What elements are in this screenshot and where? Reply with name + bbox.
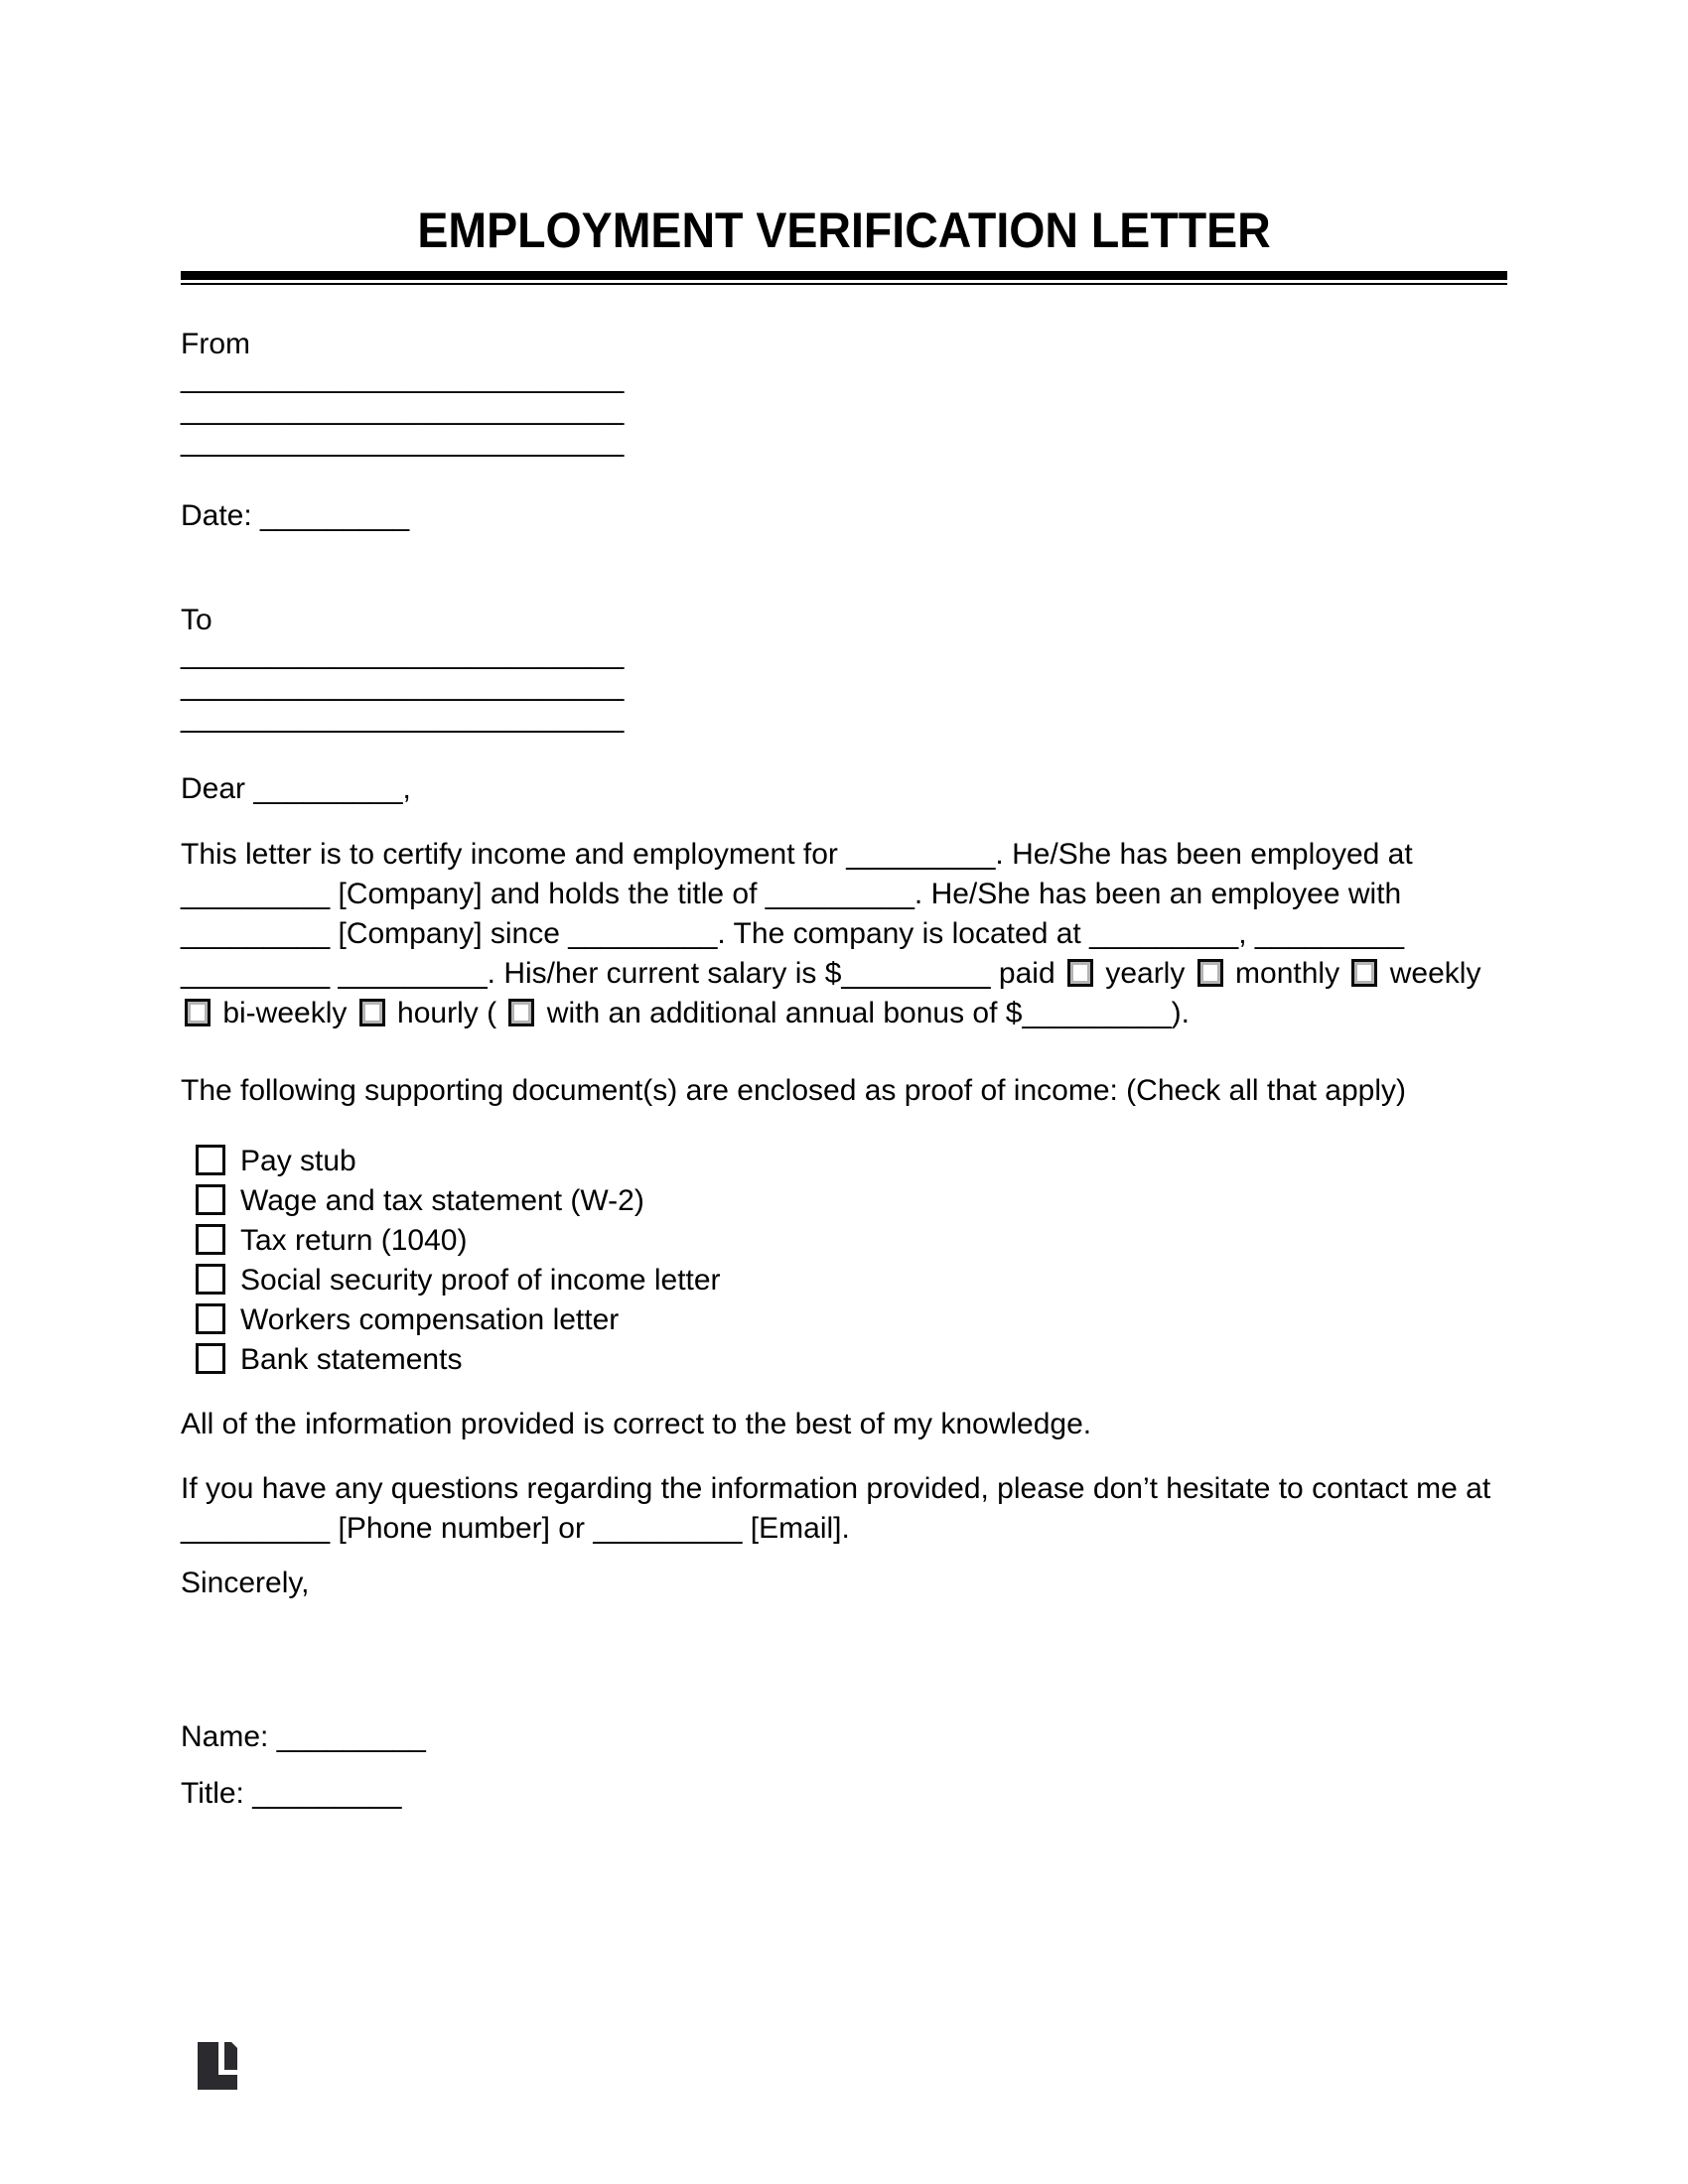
title-rule-thin [181, 283, 1507, 285]
checklist-item-label: Tax return (1040) [240, 1224, 468, 1257]
signature-title-line: Title: _________ [181, 1777, 402, 1810]
to-label: To [181, 604, 212, 636]
to-blank-line-2: __________________________ [181, 669, 625, 702]
inline-checkbox[interactable] [508, 999, 534, 1026]
page-title [181, 205, 1507, 256]
checklist-item [196, 1261, 1507, 1300]
checklist-item-label: Social security proof of income letter [240, 1264, 721, 1297]
accuracy-statement: All of the information provided is correct to the best of my knowledge. [181, 1408, 1092, 1440]
from-label: From [181, 328, 250, 360]
to-blank-line-1: __________________________ [181, 637, 625, 670]
letter-content [181, 0, 1507, 1812]
legal-templates-logo [198, 2042, 237, 2090]
inline-checkbox[interactable] [1197, 959, 1223, 987]
signature-name-line: Name: _________ [181, 1720, 426, 1753]
inline-checkbox[interactable] [359, 999, 385, 1026]
inline-checkbox[interactable] [1351, 959, 1377, 987]
checklist-item [196, 1300, 1507, 1340]
document-checkbox[interactable] [196, 1303, 225, 1334]
from-blank-line-1: __________________________ [181, 361, 625, 394]
document-checkbox[interactable] [196, 1264, 225, 1295]
document-checkbox[interactable] [196, 1145, 225, 1175]
from-blank-line-2: __________________________ [181, 393, 625, 426]
inline-checkbox[interactable] [1067, 959, 1093, 987]
checklist-item-label: Workers compensation letter [240, 1303, 620, 1336]
supporting-documents-intro: The following supporting document(s) are enclosed as proof of income: (Check all that apply) [181, 1074, 1406, 1107]
title-rule [181, 271, 1507, 285]
to-blank-lines [181, 638, 1507, 734]
to-blank-line-3: __________________________ [181, 701, 625, 734]
from-blank-line-3: __________________________ [181, 425, 625, 458]
title-rule-thick [181, 271, 1507, 280]
closing: Sincerely, [181, 1567, 310, 1599]
checklist-item-label: Pay stub [240, 1145, 356, 1177]
document-checkbox[interactable] [196, 1184, 225, 1215]
inline-checkbox[interactable] [185, 999, 211, 1026]
salutation: Dear _________, [181, 772, 411, 805]
from-blank-lines [181, 362, 1507, 458]
body-paragraph-line: This letter is to certify income and employment for _________. He/She has been employed at [181, 838, 1413, 871]
document-checkbox[interactable] [196, 1224, 225, 1255]
body-paragraph-line: _________ _________. His/her current salary is $_________ paid yearly monthly weekly [181, 957, 1481, 990]
contact-paragraph-line: If you have any questions regarding the information provided, please don’t hesitate to contact me at [181, 1472, 1491, 1505]
checklist-item [196, 1181, 1507, 1221]
supporting-documents-list [181, 1142, 1507, 1380]
body-paragraph-line: bi-weekly hourly ( with an additional annual bonus of $_________). [181, 994, 1507, 1033]
document-checkbox[interactable] [196, 1343, 225, 1374]
contact-paragraph-line: _________ [Phone number] or _________ [Email]. [181, 1512, 850, 1545]
body-paragraph-line: _________ [Company] and holds the title of _________. He/She has been an employee with [181, 878, 1402, 910]
checklist-item [196, 1221, 1507, 1261]
checklist-item [196, 1340, 1507, 1380]
legal-templates-logo-icon [198, 2042, 237, 2090]
body-paragraph-line: _________ [Company] since _________. The company is located at _________, _________ [181, 917, 1405, 950]
contact-paragraph [181, 1469, 1507, 1549]
checklist-item-label: Bank statements [240, 1343, 463, 1376]
body-paragraph [181, 835, 1507, 1033]
checklist-item [196, 1142, 1507, 1181]
checklist-item-label: Wage and tax statement (W-2) [240, 1184, 644, 1217]
date-line: Date: _________ [181, 499, 410, 532]
page-title-text: EMPLOYMENT VERIFICATION LETTER [417, 203, 1271, 258]
